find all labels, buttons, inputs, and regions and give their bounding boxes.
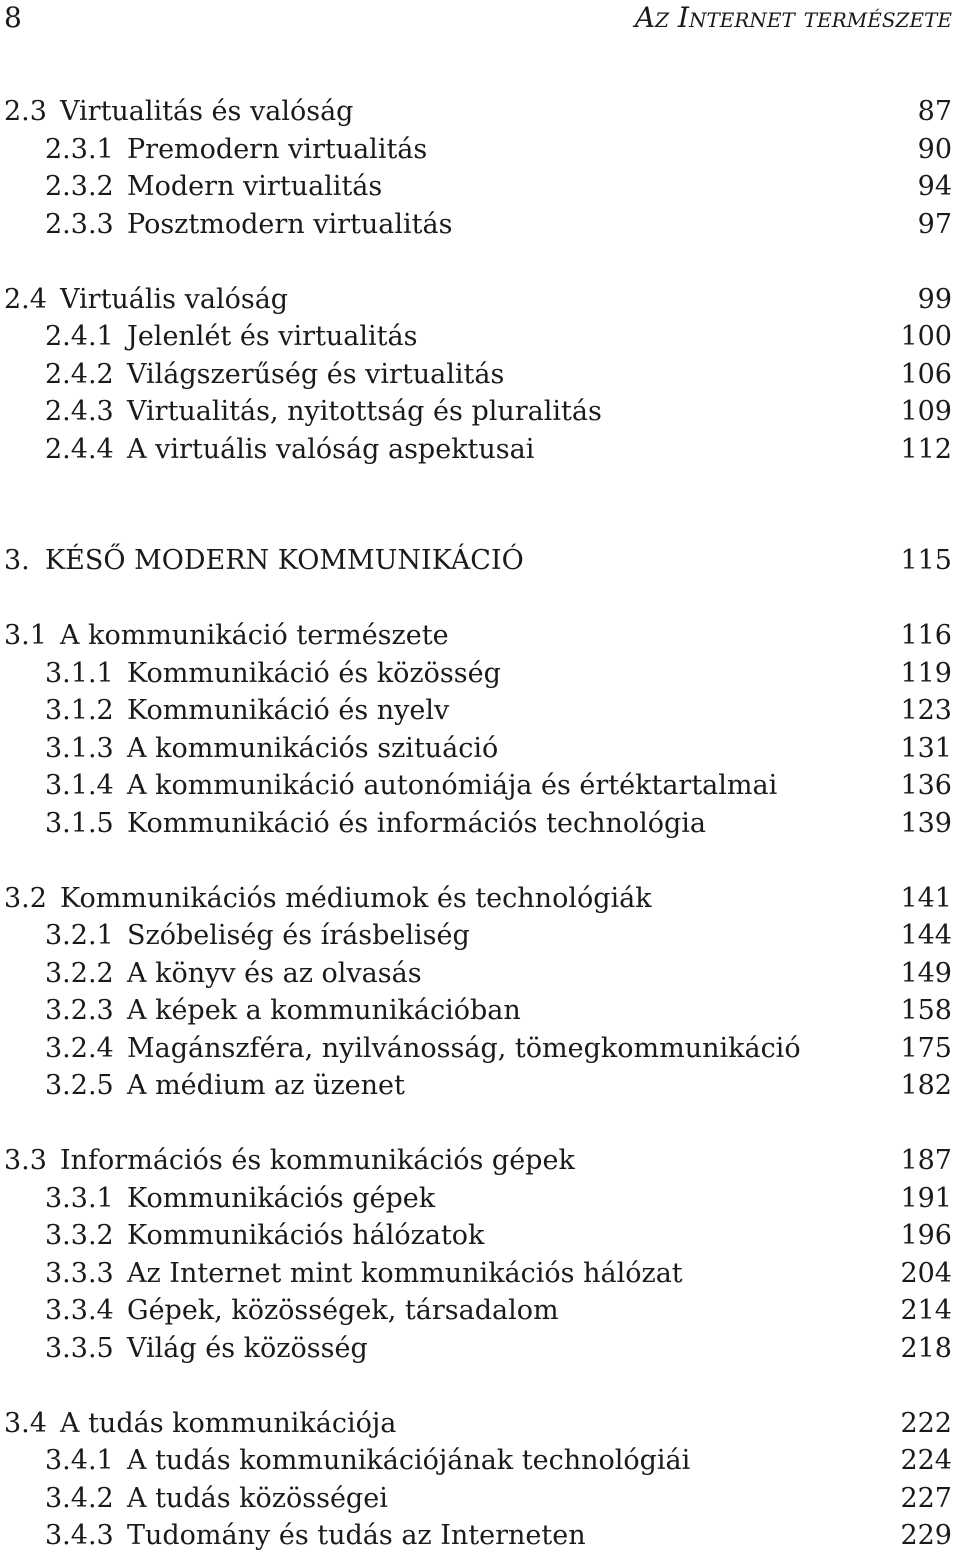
toc-subsection-2-4-1 <box>0 318 960 356</box>
toc-page: 116 <box>900 620 952 651</box>
toc-number: 2.3.2 <box>45 171 114 202</box>
toc-subsection-3-1-2 <box>0 692 960 730</box>
toc-title: A tudás kommunikációja <box>60 1407 397 1439</box>
toc-number: 2.4 <box>4 283 47 315</box>
toc-number: 2.4.2 <box>45 358 114 390</box>
toc-page: 131 <box>900 732 952 764</box>
table-of-contents <box>0 93 960 1555</box>
toc-page: 222 <box>900 1407 952 1439</box>
toc-number: 2.3 <box>4 96 47 127</box>
toc-number: 3.3.1 <box>45 1182 114 1214</box>
toc-page: 141 <box>900 882 952 914</box>
toc-title: A kommunikáció autonómiája és értéktartalmai <box>127 770 778 801</box>
toc-chapter-3 <box>0 542 960 580</box>
toc-page: 187 <box>900 1145 952 1176</box>
toc-page: 90 <box>917 133 952 165</box>
toc-section-2-4 <box>0 281 960 319</box>
toc-title: A kommunikáció természete <box>60 620 449 651</box>
toc-subsection-3-2-5 <box>0 1067 960 1105</box>
toc-title: A virtuális valóság aspektusai <box>127 433 535 465</box>
toc-subsection-3-4-3 <box>0 1517 960 1555</box>
toc-number: 2.3.3 <box>45 208 114 240</box>
toc-subsection-3-3-5 <box>0 1330 960 1368</box>
toc-title: A könyv és az olvasás <box>127 957 422 989</box>
toc-number: 3.2.3 <box>45 995 114 1026</box>
toc-page: 144 <box>900 920 952 951</box>
spacer <box>0 580 960 618</box>
toc-number: 3.4.2 <box>45 1482 114 1514</box>
toc-number: 3.3.5 <box>45 1332 114 1364</box>
page-header <box>0 0 960 40</box>
toc-title: Modern virtualitás <box>127 171 383 202</box>
spacer <box>0 1367 960 1405</box>
toc-number: 3.4 <box>4 1407 47 1439</box>
toc-page: 106 <box>900 358 952 390</box>
toc-subsection-3-3-2 <box>0 1217 960 1255</box>
toc-title: KÉSŐ MODERN KOMMUNIKÁCIÓ <box>45 545 524 576</box>
spacer <box>0 1105 960 1143</box>
toc-subsection-3-1-4 <box>0 767 960 805</box>
toc-title: Posztmodern virtualitás <box>127 208 453 240</box>
toc-title: A kommunikációs szituáció <box>127 732 499 764</box>
toc-subsection-3-2-4 <box>0 1030 960 1068</box>
toc-number: 3.1.5 <box>45 807 114 839</box>
toc-subsection-2-4-3 <box>0 393 960 431</box>
toc-number: 3.2.5 <box>45 1070 114 1101</box>
toc-subsection-3-3-4 <box>0 1292 960 1330</box>
toc-page: 109 <box>900 396 952 427</box>
toc-title: Jelenlét és virtualitás <box>127 321 418 352</box>
toc-page: 139 <box>900 807 952 839</box>
toc-number: 3.1 <box>4 620 47 651</box>
toc-page: 204 <box>900 1257 952 1289</box>
toc-subsection-2-4-4 <box>0 431 960 469</box>
toc-page: 112 <box>900 433 952 465</box>
toc-page: 97 <box>917 208 952 240</box>
toc-number: 2.4.1 <box>45 321 114 352</box>
toc-page: 227 <box>900 1482 952 1514</box>
toc-subsection-3-4-2 <box>0 1480 960 1518</box>
toc-number: 3.1.2 <box>45 695 114 726</box>
toc-number: 3.1.1 <box>45 657 114 689</box>
toc-title: Magánszféra, nyilvánosság, tömegkommunikáció <box>127 1032 801 1064</box>
toc-section-3-4 <box>0 1405 960 1443</box>
toc-title: Tudomány és tudás az Interneten <box>127 1520 586 1551</box>
toc-page: 99 <box>917 283 952 315</box>
toc-page: 94 <box>917 171 952 202</box>
toc-number: 3.2 <box>4 882 47 914</box>
toc-subsection-3-1-1 <box>0 655 960 693</box>
toc-subsection-3-1-3 <box>0 730 960 768</box>
toc-section-2-3 <box>0 93 960 131</box>
toc-title: Világ és közösség <box>127 1332 368 1364</box>
toc-title: A tudás közösségei <box>127 1482 388 1514</box>
toc-subsection-3-2-2 <box>0 955 960 993</box>
toc-number: 3.3.3 <box>45 1257 114 1289</box>
toc-page: 115 <box>900 545 952 576</box>
toc-page: 175 <box>900 1032 952 1064</box>
toc-title: Virtuális valóság <box>60 283 289 315</box>
toc-subsection-3-2-1 <box>0 917 960 955</box>
toc-subsection-2-3-3 <box>0 206 960 244</box>
toc-title: Világszerűség és virtualitás <box>127 358 505 390</box>
toc-page: 214 <box>900 1295 952 1326</box>
toc-number: 2.4.4 <box>45 433 114 465</box>
toc-title: Kommunikáció és nyelv <box>127 695 450 726</box>
toc-title: Kommunikációs gépek <box>127 1182 436 1214</box>
toc-title: Gépek, közösségek, társadalom <box>127 1295 559 1326</box>
toc-number: 3.1.3 <box>45 732 114 764</box>
spacer <box>0 842 960 880</box>
toc-title: Virtualitás, nyitottság és pluralitás <box>127 396 602 427</box>
toc-title: A médium az üzenet <box>127 1070 405 1101</box>
toc-page: 191 <box>900 1182 952 1214</box>
toc-title: Virtualitás és valóság <box>60 96 354 127</box>
toc-page: 123 <box>900 695 952 726</box>
toc-number: 2.3.1 <box>45 133 114 165</box>
toc-subsection-2-3-1 <box>0 131 960 169</box>
toc-subsection-3-4-1 <box>0 1442 960 1480</box>
toc-page: 229 <box>900 1520 952 1551</box>
toc-number: 3.4.3 <box>45 1520 114 1551</box>
toc-page: 158 <box>900 995 952 1026</box>
toc-number: 3.4.1 <box>45 1445 114 1476</box>
toc-title: Az Internet mint kommunikációs hálózat <box>127 1257 683 1289</box>
spacer <box>0 468 960 542</box>
toc-number: 3.3 <box>4 1145 47 1176</box>
toc-subsection-2-3-2 <box>0 168 960 206</box>
toc-title: A tudás kommunikációjának technológiái <box>127 1445 691 1476</box>
toc-number: 3. <box>4 545 30 576</box>
toc-title: Kommunikáció és információs technológia <box>127 807 707 839</box>
toc-section-3-3 <box>0 1142 960 1180</box>
toc-title: A képek a kommunikációban <box>127 995 521 1026</box>
toc-title: Kommunikáció és közösség <box>127 657 501 689</box>
toc-page: 119 <box>900 657 952 689</box>
toc-title: Információs és kommunikációs gépek <box>60 1145 575 1176</box>
toc-subsection-3-2-3 <box>0 992 960 1030</box>
toc-number: 2.4.3 <box>45 396 114 427</box>
toc-number: 3.2.2 <box>45 957 114 989</box>
toc-title: Kommunikációs hálózatok <box>127 1220 485 1251</box>
toc-page: 87 <box>917 96 952 127</box>
toc-number: 3.2.4 <box>45 1032 114 1064</box>
toc-page: 182 <box>900 1070 952 1101</box>
toc-subsection-3-3-3 <box>0 1255 960 1293</box>
toc-number: 3.2.1 <box>45 920 114 951</box>
toc-page: 149 <box>900 957 952 989</box>
toc-page: 136 <box>900 770 952 801</box>
toc-page: 224 <box>900 1445 952 1476</box>
toc-subsection-3-3-1 <box>0 1180 960 1218</box>
toc-subsection-2-4-2 <box>0 356 960 394</box>
toc-title: Premodern virtualitás <box>127 133 428 165</box>
running-title: Az Internet természete <box>634 1 952 34</box>
toc-number: 3.3.2 <box>45 1220 114 1251</box>
toc-page: 196 <box>900 1220 952 1251</box>
toc-page: 218 <box>900 1332 952 1364</box>
toc-page: 100 <box>900 321 952 352</box>
toc-number: 3.3.4 <box>45 1295 114 1326</box>
toc-section-3-1 <box>0 617 960 655</box>
toc-number: 3.1.4 <box>45 770 114 801</box>
toc-subsection-3-1-5 <box>0 805 960 843</box>
toc-title: Szóbeliség és írásbeliség <box>127 920 470 951</box>
toc-section-3-2 <box>0 880 960 918</box>
toc-title: Kommunikációs médiumok és technológiák <box>60 882 652 914</box>
page-number: 8 <box>4 1 22 34</box>
spacer <box>0 243 960 281</box>
